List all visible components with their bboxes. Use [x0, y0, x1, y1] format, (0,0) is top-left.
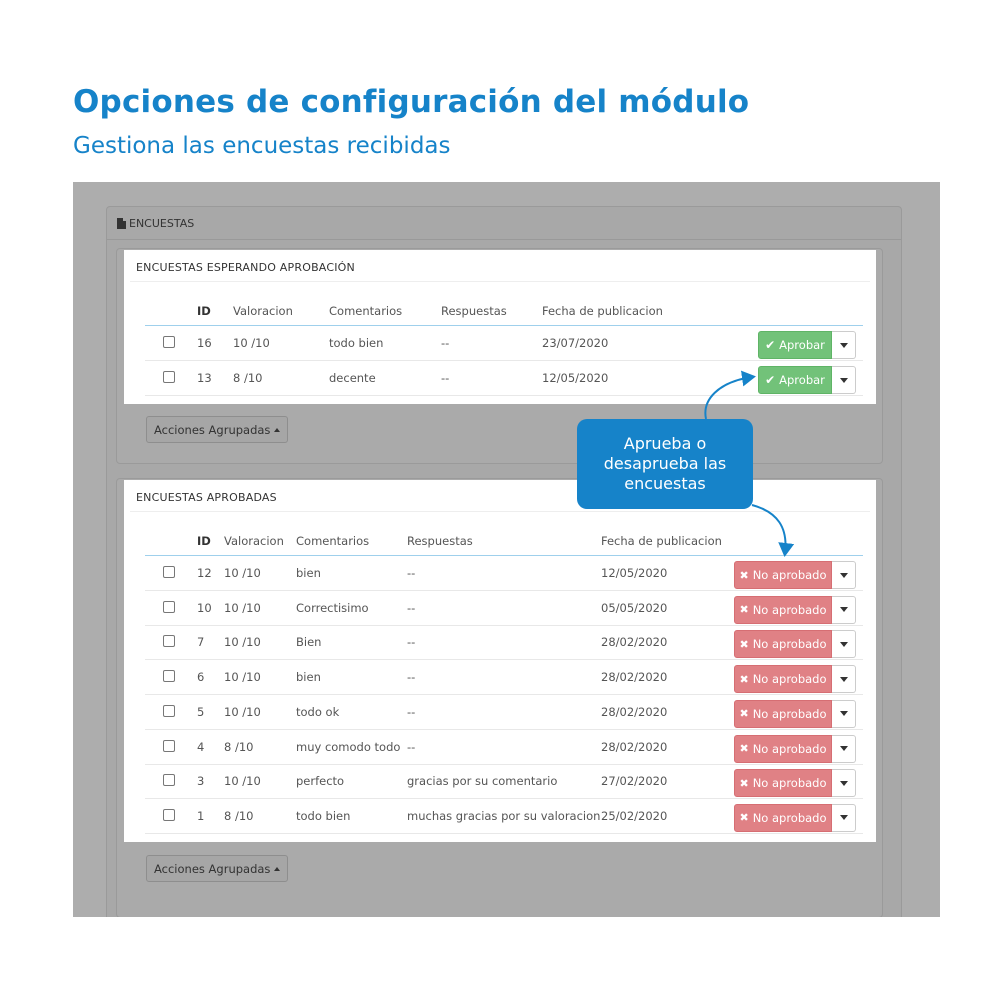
cell-reply: -- — [407, 566, 416, 580]
table-row — [145, 695, 863, 730]
approve-button-group — [758, 331, 856, 359]
cell-id: 3 — [197, 774, 205, 789]
reject-label: No aprobado — [752, 602, 827, 617]
cell-rating: 8 /10 — [233, 371, 263, 385]
check-icon: ✔ — [765, 338, 776, 352]
cell-comment: muy comodo todo — [296, 739, 401, 754]
bulk-actions-button[interactable] — [146, 855, 288, 882]
action-dropdown-toggle[interactable] — [832, 366, 856, 394]
close-icon: ✖ — [739, 672, 749, 686]
cell-id: 12 — [197, 566, 212, 580]
page-subtitle: Gestiona las encuestas recibidas — [73, 133, 451, 159]
col-id: ID — [197, 534, 211, 548]
row-checkbox[interactable] — [163, 774, 175, 786]
cell-comment: Correctisimo — [296, 600, 369, 615]
reject-button[interactable] — [734, 735, 832, 763]
cell-comment: Bien — [296, 635, 322, 650]
cell-reply: muchas gracias por su valoracion — [407, 808, 601, 823]
close-icon: ✖ — [739, 707, 749, 721]
caret-down-icon — [840, 607, 848, 612]
table-row — [145, 764, 863, 799]
pending-card — [124, 250, 876, 404]
cell-rating: 10 /10 — [224, 635, 261, 650]
cell-reply: gracias por su comentario — [407, 774, 558, 789]
cell-rating: 8 /10 — [224, 808, 254, 823]
cell-reply: -- — [407, 739, 416, 754]
cell-date: 28/02/2020 — [601, 739, 668, 754]
page-title: Opciones de configuración del módulo — [73, 84, 750, 120]
bulk-actions-label: Acciones Agrupadas — [154, 422, 271, 437]
approve-label: Aprobar — [779, 373, 825, 387]
row-checkbox[interactable] — [163, 371, 175, 383]
cell-date: 28/02/2020 — [601, 704, 668, 719]
bulk-actions-button[interactable] — [146, 416, 288, 443]
reject-button[interactable] — [734, 700, 832, 728]
table-row — [145, 625, 863, 660]
reject-button[interactable] — [734, 804, 832, 832]
row-checkbox[interactable] — [163, 670, 175, 682]
approve-button-group — [758, 366, 856, 394]
action-dropdown-toggle[interactable] — [832, 769, 856, 797]
cell-date: 28/02/2020 — [601, 635, 668, 650]
table-row — [145, 326, 863, 361]
cell-rating: 8 /10 — [224, 739, 254, 754]
action-dropdown-toggle[interactable] — [832, 804, 856, 832]
pending-title: ENCUESTAS ESPERANDO APROBACIÓN — [136, 261, 355, 274]
cell-date: 25/02/2020 — [601, 808, 668, 823]
cell-id: 6 — [197, 670, 205, 685]
close-icon: ✖ — [739, 637, 749, 651]
cell-comment: todo bien — [296, 808, 351, 823]
cell-rating: 10 /10 — [224, 670, 261, 685]
cell-rating: 10 /10 — [233, 336, 270, 350]
cell-id: 16 — [197, 336, 212, 350]
table-row — [145, 361, 863, 396]
caret-down-icon — [840, 343, 848, 348]
close-icon: ✖ — [739, 742, 749, 755]
cell-id: 4 — [197, 739, 205, 754]
cell-comment: todo ok — [296, 704, 340, 719]
table-row — [145, 556, 863, 591]
panel-title: ENCUESTAS — [129, 217, 195, 230]
approved-title: ENCUESTAS APROBADAS — [136, 491, 277, 504]
cell-reply: -- — [441, 336, 450, 350]
close-icon: ✖ — [739, 811, 749, 825]
reject-button-group — [734, 700, 856, 728]
reject-label: No aprobado — [752, 672, 827, 687]
caret-down-icon — [840, 677, 848, 682]
reject-button[interactable] — [734, 630, 832, 658]
cell-date: 27/02/2020 — [601, 774, 668, 789]
cell-reply: -- — [407, 635, 416, 650]
action-dropdown-toggle[interactable] — [832, 665, 856, 693]
table-row — [145, 591, 863, 626]
col-id: ID — [197, 304, 211, 318]
caret-up-icon — [274, 867, 280, 871]
action-dropdown-toggle[interactable] — [832, 561, 856, 589]
caret-down-icon — [840, 573, 848, 578]
cell-rating: 10 /10 — [224, 566, 261, 580]
bulk-actions-label: Acciones Agrupadas — [154, 861, 271, 876]
reject-button-group — [734, 804, 856, 832]
col-rating: Valoracion — [224, 534, 284, 548]
row-checkbox[interactable] — [163, 336, 175, 348]
col-replies: Respuestas — [441, 304, 507, 318]
cell-date: 12/05/2020 — [601, 566, 668, 580]
approve-label: Aprobar — [779, 338, 825, 352]
reject-button[interactable] — [734, 665, 832, 693]
reject-button[interactable] — [734, 769, 832, 797]
screenshot-area — [73, 182, 940, 917]
cell-rating: 10 /10 — [224, 704, 261, 719]
check-icon: ✔ — [765, 373, 776, 387]
caret-down-icon — [840, 711, 848, 716]
cell-reply: -- — [407, 670, 416, 685]
document-icon — [117, 218, 126, 229]
reject-button-group — [734, 735, 856, 763]
close-icon: ✖ — [739, 776, 749, 790]
action-dropdown-toggle[interactable] — [832, 735, 856, 763]
caret-down-icon — [840, 378, 848, 383]
panel-heading — [117, 217, 194, 230]
approve-button[interactable] — [758, 366, 832, 394]
cell-date: 28/02/2020 — [601, 670, 668, 685]
col-comments: Comentarios — [296, 534, 370, 548]
reject-button[interactable] — [734, 596, 832, 624]
approved-card — [124, 480, 876, 842]
action-dropdown-toggle[interactable] — [832, 630, 856, 658]
col-rating: Valoracion — [233, 304, 293, 318]
cell-id: 7 — [197, 635, 205, 650]
table-row — [145, 660, 863, 695]
callout-bubble — [577, 419, 753, 509]
reject-label: No aprobado — [752, 568, 827, 582]
panel-divider — [107, 239, 901, 240]
caret-down-icon — [840, 642, 848, 647]
row-checkbox[interactable] — [163, 705, 175, 717]
col-date: Fecha de publicacion — [542, 304, 663, 318]
reject-label: No aprobado — [752, 776, 827, 791]
row-checkbox[interactable] — [163, 601, 175, 613]
reject-button-group — [734, 561, 856, 589]
reject-label: No aprobado — [752, 706, 827, 721]
col-replies: Respuestas — [407, 534, 473, 548]
cell-id: 5 — [197, 704, 205, 719]
reject-label: No aprobado — [752, 810, 827, 825]
col-comments: Comentarios — [329, 304, 403, 318]
cell-comment: perfecto — [296, 774, 345, 789]
action-dropdown-toggle[interactable] — [832, 596, 856, 624]
close-icon: ✖ — [739, 603, 749, 617]
caret-up-icon — [274, 428, 280, 432]
cell-date: 05/05/2020 — [601, 600, 668, 615]
cell-date: 12/05/2020 — [542, 371, 609, 385]
cell-id: 1 — [197, 808, 205, 823]
reject-label: No aprobado — [752, 637, 827, 652]
card-divider — [130, 281, 870, 282]
row-checkbox[interactable] — [163, 740, 175, 752]
callout-text: Aprueba o desaprueba las encuestas — [603, 434, 727, 493]
table-row — [145, 799, 863, 834]
cell-comment: decente — [329, 371, 376, 385]
row-checkbox[interactable] — [163, 809, 175, 821]
cell-comment: todo bien — [329, 336, 384, 350]
cell-comment: bien — [296, 566, 321, 580]
caret-down-icon — [840, 815, 848, 820]
cell-rating: 10 /10 — [224, 774, 261, 789]
reject-button-group — [734, 769, 856, 797]
cell-rating: 10 /10 — [224, 600, 261, 615]
cell-reply: -- — [407, 704, 416, 719]
col-date: Fecha de publicacion — [601, 534, 722, 548]
reject-button[interactable] — [734, 561, 832, 589]
reject-button-group — [734, 630, 856, 658]
action-dropdown-toggle[interactable] — [832, 331, 856, 359]
approve-button[interactable] — [758, 331, 832, 359]
cell-id: 13 — [197, 371, 212, 385]
cell-id: 10 — [197, 600, 212, 615]
row-checkbox[interactable] — [163, 635, 175, 647]
reject-button-group — [734, 596, 856, 624]
row-checkbox[interactable] — [163, 566, 175, 578]
cell-reply: -- — [407, 600, 416, 615]
cell-comment: bien — [296, 670, 321, 685]
caret-down-icon — [840, 781, 848, 786]
action-dropdown-toggle[interactable] — [832, 700, 856, 728]
cell-reply: -- — [441, 371, 450, 385]
card-divider — [130, 511, 870, 512]
reject-button-group — [734, 665, 856, 693]
reject-label: No aprobado — [752, 741, 827, 756]
table-row — [145, 730, 863, 765]
close-icon: ✖ — [739, 568, 749, 582]
caret-down-icon — [840, 746, 848, 751]
cell-date: 23/07/2020 — [542, 336, 609, 350]
